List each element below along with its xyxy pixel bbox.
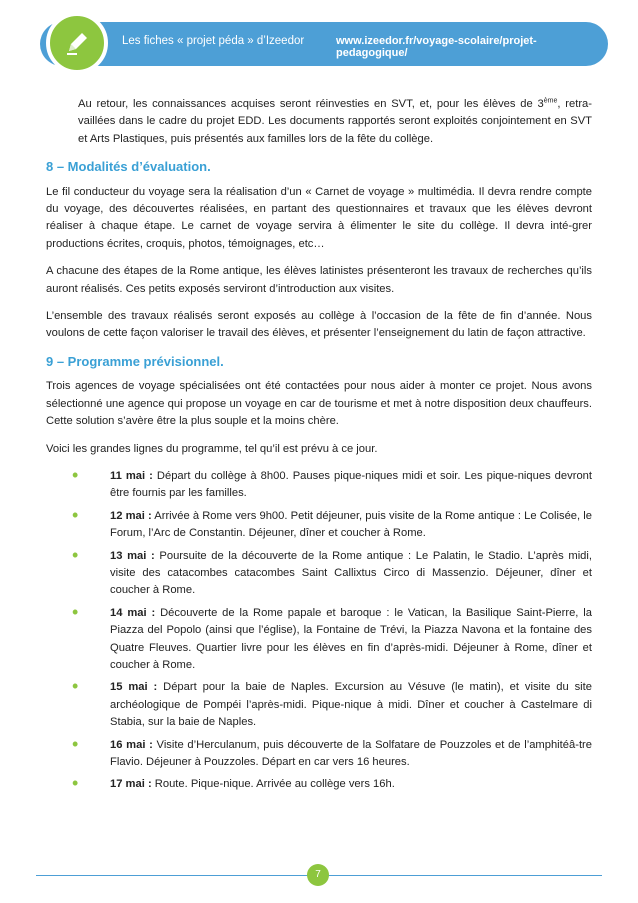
bullet-icon: • [72, 504, 79, 525]
bullet-icon: • [72, 676, 79, 697]
program-text: Découverte de la Rome papale et baroque : le Vatican, la Basilique Saint-Pierre, la Piazza del Popolo (ainsi que l’église), la Fontaine de Trévi, la Piazza Navona et la fontaine des Quatre Fleuves. Quartier livre pour les élèves en fin d’après-midi. Déjeuner à Rome, dîner et coucher à Rome. [110, 606, 592, 671]
program-item [62, 733, 592, 772]
program-date: 17 mai : [110, 778, 152, 791]
section-9-heading: 9 – Programme prévisionnel. [46, 353, 224, 369]
program-text: Route. Pique-nique. Arrivée au collège vers 16h. [151, 778, 395, 791]
intro-text-b: , retra-vaillées dans le cadre du projet EDD. Les documents rapportés seront exploités conjointement en SVT et Arts Plastiques, puis présentés aux familles lors de la fête du collège. [78, 98, 592, 145]
page-content [46, 96, 592, 799]
program-text: Visite d’Herculanum, puis découverte de la Solfatare de Pouzzoles et de l’amphitéâ-tre Flavio. Déjeuner à Pouzzoles. Départ en car vers 16 heures. [110, 738, 592, 768]
header-url[interactable]: www.izeedor.fr/voyage-scolaire/projet-pedagogique/ [336, 35, 537, 59]
program-date: 11 mai : [110, 469, 153, 482]
program-item [62, 504, 592, 543]
program-date: 12 mai : [110, 509, 152, 522]
program-date: 14 mai : [110, 606, 156, 619]
program-text: Départ du collège à 8h00. Pauses pique-niques midi et soir. Les pique-niques devront être fournis par les familles. [110, 469, 592, 500]
program-date: 13 mai : [110, 549, 155, 562]
page-number: 7 [307, 864, 329, 886]
program-date: 16 mai : [110, 738, 153, 751]
program-text: Départ pour la baie de Naples. Excursion au Vésuve (le matin), et visite du site archéologique de Pompéi l’après-midi. Pique-nique à midi. Dîner et coucher à Castelmare di Stabia, sur la baie de Naples. [110, 681, 592, 729]
section-8-heading: 8 – Modalités d’évaluation. [46, 159, 211, 175]
page-header [40, 22, 608, 66]
bullet-icon: • [72, 464, 79, 485]
program-item [62, 544, 592, 600]
program-text: Poursuite de la découverte de la Rome antique : Le Palatin, le Stadio. L’après midi, visite des catacombes catacombes Saint Callixtus Circo di Massenzio. Déjeuner, dîner et coucher à Rome. [110, 549, 592, 597]
intro-sup: ème [543, 97, 558, 105]
bullet-icon: • [72, 544, 79, 565]
section-9-paragraph: Trois agences de voyage spécialisées ont été contactées pour nous aider à monter ce projet. Nous avons sélectionné une agence qui propose un voyage en car de tourisme et met à notre disposition deux chauffeurs. Cette solution s’avère être la plus souple et la moins chère. [46, 380, 592, 428]
program-text: Arrivée à Rome vers 9h00. Petit déjeuner, puis visite de la Rome antique : Le Colisée, le Forum, l’Arc de Constantin. Déjeuner, dîner et coucher à Rome. [110, 509, 592, 540]
program-item [62, 601, 592, 675]
bullet-icon: • [72, 773, 79, 794]
logo-badge [46, 12, 108, 74]
intro-text-a: Au retour, les connaissances acquises seront réinvesties en SVT, et, pour les élèves de 3 [78, 98, 544, 110]
bullet-icon: • [72, 733, 79, 754]
pencil-icon [63, 29, 91, 57]
program-list [46, 464, 592, 794]
program-item [62, 676, 592, 731]
section-8-paragraph: L’ensemble des travaux réalisés seront exposés au collège à l’occasion de la fête de fin d’année. Nous voulons de cette façon valoriser le travail des élèves, et présenter l’enseignement du latin de façon attractive. [46, 310, 592, 340]
bullet-icon: • [72, 601, 79, 622]
program-item [62, 773, 592, 794]
section-9-paragraph: Voici les grandes lignes du programme, tel qu’il est prévu à ce jour. [46, 442, 378, 455]
header-title: Les fiches « projet péda » d’Izeedor [122, 35, 305, 47]
intro-paragraph [46, 96, 592, 148]
section-8-paragraph: A chacune des étapes de la Rome antique, les élèves latinistes présenteront les travaux de recherches qu’ils auront réalisés. Ces petits exposés serviront d’introduction aux visites. [46, 265, 592, 295]
section-8-paragraph: Le fil conducteur du voyage sera la réalisation d’un « Carnet de voyage » multimédia. Il devra rendre compte du voyage, des découvertes réalisées, en partant des questionnaires et travaux que les élèves devront réaliser à chaque étape. Le carnet de voyage servira à élimenter le site du collège. Il devra inté-grer productions écrites, croquis, photos, témoignages, etc… [46, 185, 592, 250]
program-date: 15 mai : [110, 681, 158, 694]
program-item [62, 464, 592, 503]
